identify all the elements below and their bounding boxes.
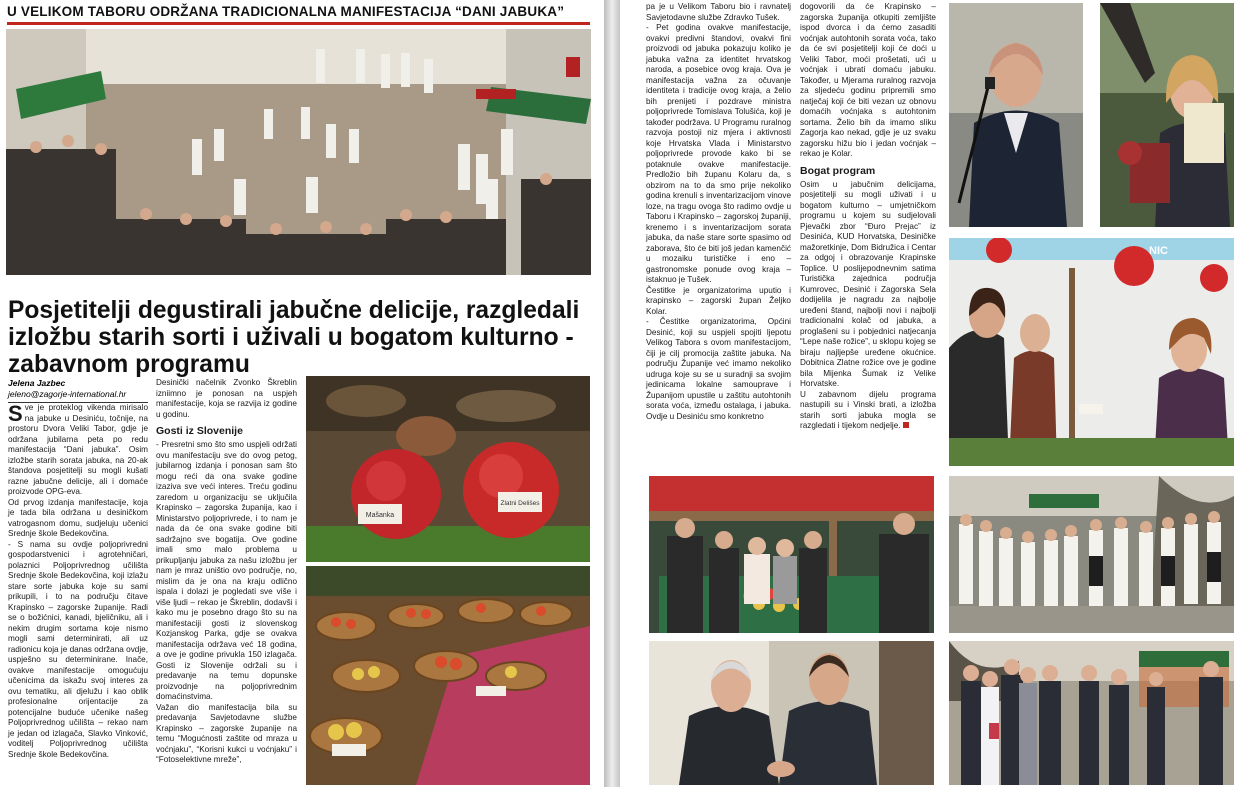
paragraph: dogovorili da će Krapinsko – zagorska županija otkupiti zemljište ispod dvorca i da ćemo zasaditi voćnjak autohtonih sorata voća, tako da će svi posjetitelji koji će doći u Veliki Tabor, moći prošetati, ući u voćnjak i ubrati domaću jabuku. Također, u Mjerama ruralnog razvoja za sljedeću godinu pripremili smo natječaj koji će biti vezan uz obnovu domaćih voćnjaka s autohtonim sortama. Želio bih da imamo sliku Zagorja kao nekad, gdje je uz svaku zagorsku hižu bio i jedan voćnjak – rekao je Kolar. (800, 2, 936, 158)
stand-banner-text: NIC (1149, 245, 1168, 257)
apple-tag-2: Zlatni Delišes (500, 500, 540, 507)
paragraph: - Pet godina ovakve manifestacije, ovakvi predivni štandovi, ovakvi fini proizvodi od jabuka pokazuju koliko je jabuka važna za identitet hrvatskog naroda, a posebice ovog kraja. Ova je manifestacija važna za očuvanje identiteta i tradicije ovog kraja, a želio bih prenijeti i pozdrave ministra poljoprivrede Tomislava Tolušića, koji je također podržava. U Programu ruralnog razvoja postoji niz mjera i aktivnosti koje Hrvatska Vlada i Ministarstvo poljoprivrede provode kako bi se potaknule ovakve manifestacije. Predložio bih županu Kolaru da, s obzirom na to da smo prije nekoliko godina krenuli s inventarizacijom vinove loze, na tragu ovoga što radimo ovdje u Taboru i Krapinsko – zagorskoj županiji, krenemo i s inventarizacijom sorata jabuka, da naše stare sorte spasimo od zaborava, što će biti još jedan kamenčić u mozaiku turističke i eno – gastronomske ponude ovog kraja – istaknuo je Tušek. (646, 23, 791, 284)
photo-award-winner (1100, 3, 1234, 227)
paragraph (800, 390, 936, 432)
section-title: U VELIKOM TABORU ODRŽANA TRADICIONALNA MANIFESTACIJA “DANI JABUKA” (7, 4, 590, 25)
apple-tag-1: Mašanka (365, 512, 395, 519)
paragraph: pa je u Velikom Taboru bio i ravnatelj Savjetodavne službe Zdravko Tušek. (646, 2, 791, 22)
article-column-1 (8, 403, 148, 760)
subhead-program: Bogat program (800, 164, 876, 177)
paragraph: Od prvog izdanja manifestacije, koja je tada bila održana u desiničkom vatrogasnom domu, sudjeluju učenici Srednje škole Bedekovčina. (8, 497, 148, 538)
photo-folk-group (949, 476, 1234, 633)
headline: Posjetitelji degustirali jabučne delicije, razgledali izložbu starih sorti i uživali u bogatom kulturno - zabavnom programu (8, 297, 580, 379)
photo-apples (306, 376, 590, 562)
paragraph: Osim u jabučnim delicijama, posjetitelji su mogli uživati i u bogatom kulturno – umjetničkom programu u kojem su sudjelovali Pjevački zbor “Đuro Prejac” iz Desinića, KUD Horvatska, Desiničke mažoretkinje, Dom Bidružica i Centar za odgoj i obrazovanje Krapinske Toplice. U poslijepodnevnim satima Turistička zajednica područja Kumrovec, Desinić i Zagorska Sela dodijelila je nagradu za najbolje uređeni štand, najbolji novi i najbolji tradicionalni kolač od jabuka, a proglašeni su i pobjednici natjecanja “Lepe naše rožice”, u sklopu kojeg se biraju najljepše uređene okućnice. Dobitnica Zlatne rožice ove je godine bila Mijenka Šumak iz Velike Horvatske. (800, 179, 936, 388)
end-mark-icon (903, 422, 909, 428)
paragraph: - Čestitke organizatorima, Općini Desinić, koji su uspjeli spojiti ljepotu Velikog Tabora s ovom manifestacijom, čiji je cilj promocija zaštite jabuka. Na području Županije već imamo nekoliko udruga koje su se u suradnji sa svojim jedinicama lokalne samouprave i Županijom upustile u zaštitu autohtonih sorata voća, između ostalaga, i jabuka. Ovdje u Desiniću smo konkretno (646, 317, 791, 421)
paragraph: - S nama su ovdje poljoprivredni gospodarstvenici i agrotehničari, polaznici Poljoprivrednog učilišta Srednje škole Bedekovčina, koji izlažu stare sorte jabuka koje su sami prikupili, i to na području čitave Krapinsko – zagorske županije. Radi se o božićnici, kanadi, bjeličniku, ali i nekim drugim sortama koje nismo mogli sami determinirati, ali uz radionicu koja je danas održana ovdje, uspješno su determinirane. Inače, ovakve manifestacije omogućuju učenicima da iskažu svoj interes za ovu tematiku, ali djelužu i kao oblik profesionalne orijentacije za potencijalne buduće učenike našeg Poljoprivrednog učilišta – rekao nam je jedan od izlagača, Slavko Vinković, voditelj Poljoprivrednog učilišta Srednje škole Bedekovčina. (8, 539, 148, 759)
paragraph: - Presretni smo što smo uspjeli održati ovu manifestaciju sve do ovog petog, jubilarnog izdanja i ponosan sam što mogu reći da ona svake godine izaziva sve veći interes. Treću godinu zaredom u organizaciju se uključila Krapinsko – zagorska županija, kao i Ministarstvo poljoprivrede, i to nam je nada da će ona svake godine biti sadržajno sve bogatija. Ove godine imali smo malo problema u prikupljanju jabuka za našu izložbu jer nam je mraz uništio ovo područje, no, mislim da je ona na kraju odlično ispala i dolazi je pogledati sve više i više ljudi – rekao je Škreblin, dodavši i kako mu je posebno drago što su na manifestaciji gosti iz slovenskog Kozjanskog Parka, gdje se ovakva manifestacija održava već 18 godina, a ove je godine privukla 150 izlagača. Gosti iz Slovenije održali su i predavanje na temu dopunske proizvodnje na poljoprivrednim domaćinstvima. (156, 440, 297, 701)
paragraph: Važan dio manifestacija bila su predavanja Savjetodavne službe Krapinsko – zagorske županije na temu “Mogućnosti zaštite od mraza u voćnjaku”, “Korisni kukci u voćnjaku” i “Fotoselektivne mreže”, (156, 702, 297, 764)
byline (8, 378, 148, 403)
photo-speaker (949, 3, 1083, 227)
article-column-2 (156, 378, 297, 766)
photo-market-stand (649, 476, 934, 633)
closing-text: U zabavnom dijelu programa nastupili su i Vinski brati, a izložba starih sorti jabuka mogla se razgledati i tijekom nedjelje. (800, 389, 936, 430)
photo-handshake (649, 641, 934, 785)
right-page (620, 0, 1242, 787)
photo-apple-baskets (306, 566, 590, 785)
article-column-3 (646, 2, 791, 422)
author-email: jeleno@zagorje-international.hr (8, 389, 148, 404)
page-gutter (604, 0, 620, 787)
photo-folk-dance (6, 29, 591, 275)
drop-cap: S (8, 401, 23, 426)
lead-paragraph (8, 403, 148, 498)
paragraph: Desinički načelnik Zvonko Škreblin izniimno je ponosan na uspjeh manifestacije, koja se razvija iz godine u godinu. (156, 378, 297, 419)
author-name: Jelena Jazbec (8, 378, 66, 388)
article-column-4 (800, 2, 936, 432)
paragraph: Čestitke je organizatorima uputio i krapinsko – zagorski župan Željko Kolar. (646, 285, 791, 316)
left-page (0, 0, 604, 787)
photo-officials (949, 641, 1234, 785)
photo-stand-handover (949, 238, 1234, 466)
subhead-guests: Gosti iz Slovenije (156, 425, 243, 437)
lead-text: ve je protekIog vikenda mirisalo na jabuke u Desiniću, točnije, na prostoru Dvora Veliki Tabor, gdje je održana jubilarna peta po redu manifestacija “Dani jabuka”. Osim izložbe starih sorata jabuka, na 20-ak štandova posjetitelji su mogli kušati razne jabučne delicije, ali i domaće proizvode OPG-eva. (8, 403, 148, 496)
